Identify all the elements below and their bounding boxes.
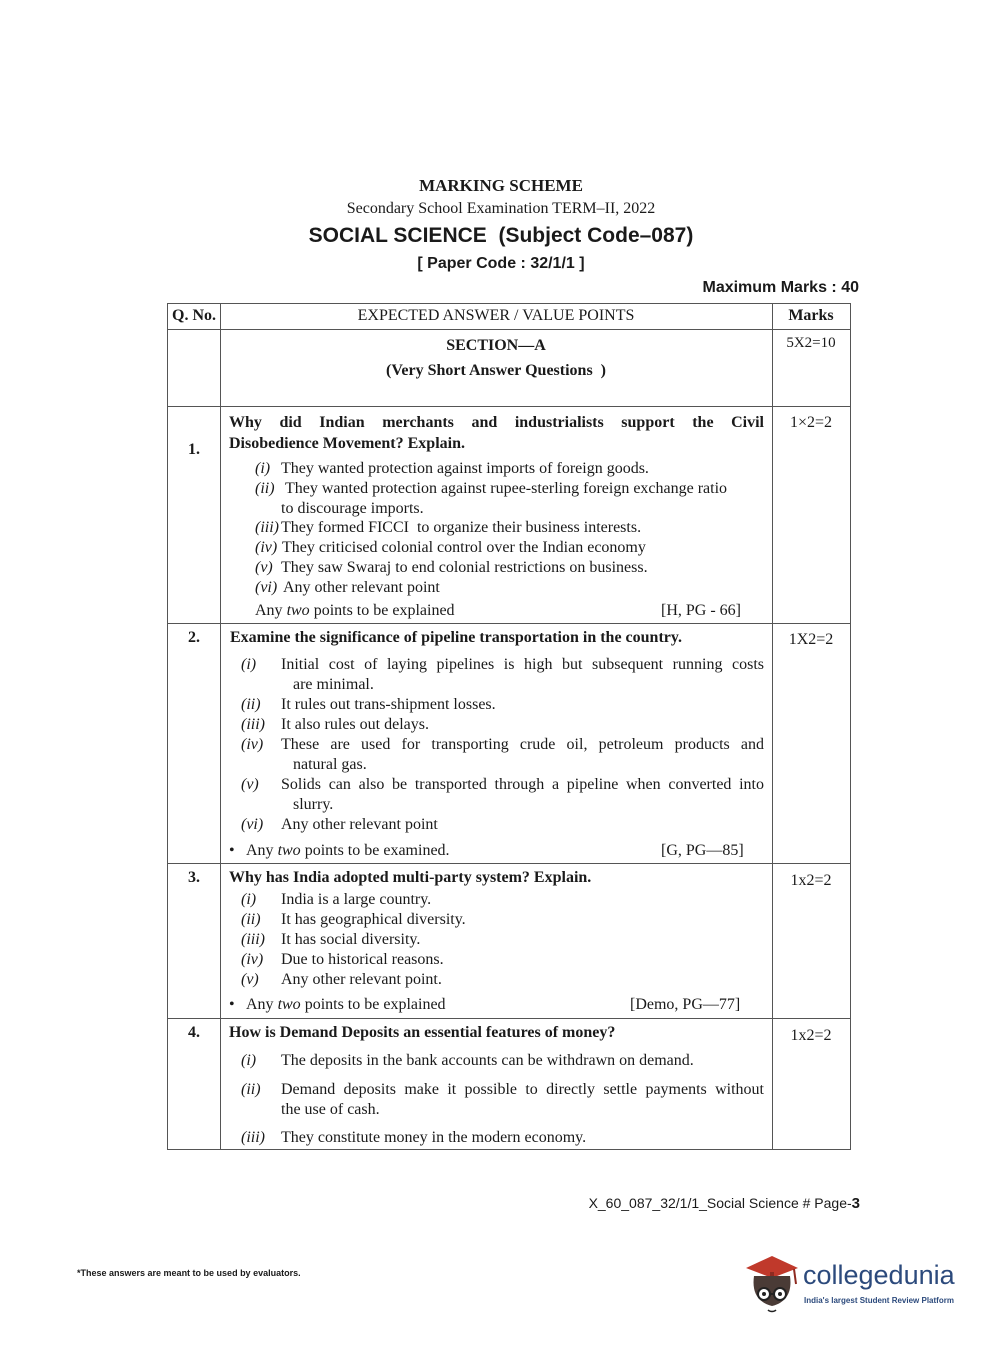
answer-point: Initial cost of laying pipelines is high but subsequent running costs: [281, 656, 764, 673]
point-label: (iv): [241, 951, 264, 968]
answer-point: It has geographical diversity.: [281, 911, 466, 928]
answer-point: They constitute money in the modern economy.: [281, 1129, 587, 1146]
row-divider: [168, 406, 850, 407]
answer-point: natural gas.: [293, 756, 367, 773]
answer-point: Any other relevant point.: [281, 971, 442, 988]
point-label: (ii): [241, 911, 261, 928]
answer-point: They formed FICCI to organize their business interests.: [281, 519, 642, 536]
section-marks: 5X2=10: [786, 335, 836, 351]
row-divider: [168, 623, 850, 624]
col-header-answer: EXPECTED ANSWER / VALUE POINTS: [357, 307, 635, 324]
question-marks: 1×2=2: [789, 414, 833, 431]
answer-point: slurry.: [293, 796, 334, 813]
answer-point: The deposits in the bank accounts can be withdrawn on demand.: [281, 1052, 694, 1069]
answer-point: India is a large country.: [281, 891, 432, 908]
bullet: •: [229, 996, 235, 1013]
point-label: (iii): [255, 519, 279, 536]
question-text: Why did Indian merchants and industrialists support the Civil: [229, 414, 764, 431]
page-footer-code: X_60_087_32/1/1_Social Science # Page-3: [588, 1195, 860, 1212]
question-marks: 1x2=2: [790, 1027, 832, 1044]
answer-point: are minimal.: [293, 676, 374, 693]
marking-note: Any two points to be explained: [255, 602, 455, 619]
question-number: 2.: [188, 629, 200, 646]
answer-point: These are used for transporting crude oil, petroleum products and: [281, 736, 764, 753]
point-label: (ii): [255, 480, 275, 497]
point-label: (iii): [241, 1129, 265, 1146]
section-title: SECTION—A: [446, 337, 546, 354]
question-number: 1.: [188, 441, 200, 458]
exam-name: Secondary School Examination TERM–II, 2022: [346, 200, 656, 217]
question-text: Why has India adopted multi-party system? Explain.: [229, 869, 592, 886]
point-label: (v): [255, 559, 273, 576]
col-header-marks: Marks: [788, 307, 834, 324]
answer-point: Any other relevant point: [283, 579, 440, 596]
reference: [H, PG - 66]: [661, 602, 741, 619]
point-label: (i): [241, 1052, 257, 1069]
question-number: 4.: [188, 1024, 200, 1041]
column-divider: [220, 304, 221, 1149]
point-label: (i): [241, 891, 257, 908]
reference: [Demo, PG—77]: [630, 996, 741, 1013]
point-label: (v): [241, 971, 259, 988]
marking-note: Any two points to be explained: [246, 996, 446, 1013]
answer-point: They wanted protection against imports of foreign goods.: [281, 460, 649, 477]
col-header-qno: Q. No.: [172, 307, 216, 324]
point-label: (iv): [241, 736, 264, 753]
mascot-icon: [742, 1250, 804, 1314]
point-label: (i): [241, 656, 257, 673]
point-label: (ii): [241, 696, 261, 713]
answer-point: They saw Swaraj to end colonial restrictions on business.: [281, 559, 648, 576]
point-label: (v): [241, 776, 259, 793]
point-label: (iii): [241, 716, 265, 733]
reference: [G, PG—85]: [661, 842, 744, 859]
max-marks: Maximum Marks : 40: [702, 279, 859, 296]
point-label: (vi): [241, 816, 264, 833]
subject-title: SOCIAL SCIENCE (Subject Code–087): [308, 224, 694, 247]
point-label: (i): [255, 460, 271, 477]
point-label: (vi): [255, 579, 278, 596]
question-text: Examine the significance of pipeline transportation in the country.: [230, 629, 682, 646]
answer-point: They wanted protection against rupee-sterling foreign exchange ratio: [285, 480, 728, 497]
answer-point: It also rules out delays.: [281, 716, 429, 733]
doc-heading: MARKING SCHEME: [419, 176, 583, 195]
row-divider: [168, 329, 850, 330]
point-label: (iv): [255, 539, 278, 556]
logo-wordmark: collegedunia: [803, 1260, 955, 1290]
question-marks: 1x2=2: [790, 872, 832, 889]
evaluator-note: *These answers are meant to be used by evaluators.: [77, 1268, 301, 1278]
paper-code: [ Paper Code : 32/1/1 ]: [417, 255, 585, 272]
answer-point: the use of cash.: [281, 1101, 380, 1118]
answer-point: They criticised colonial control over the Indian economy: [282, 539, 646, 556]
question-number: 3.: [188, 869, 200, 886]
row-divider: [168, 863, 850, 864]
marking-note: Any two points to be examined.: [246, 842, 450, 859]
answer-point: Solids can also be transported through a pipeline when converted into: [281, 776, 764, 793]
point-label: (ii): [241, 1081, 261, 1098]
logo-tagline: India's largest Student Review Platform: [804, 1296, 954, 1305]
answer-point: It has social diversity.: [281, 931, 421, 948]
collegedunia-logo: [742, 1250, 972, 1314]
question-text: How is Demand Deposits an essential features of money?: [229, 1024, 616, 1041]
question-text: Disobedience Movement? Explain.: [229, 435, 465, 452]
row-divider: [168, 1018, 850, 1019]
answer-point: Any other relevant point: [281, 816, 438, 833]
answer-point: Demand deposits make it possible to directly settle payments without: [281, 1081, 764, 1098]
section-subtitle: (Very Short Answer Questions ): [385, 362, 606, 379]
answer-point: to discourage imports.: [281, 500, 424, 517]
answer-point: Due to historical reasons.: [281, 951, 444, 968]
question-marks: 1X2=2: [788, 631, 834, 648]
bullet: •: [229, 842, 235, 859]
point-label: (iii): [241, 931, 265, 948]
answer-point: It rules out trans-shipment losses.: [281, 696, 496, 713]
marking-table: [167, 303, 851, 1150]
